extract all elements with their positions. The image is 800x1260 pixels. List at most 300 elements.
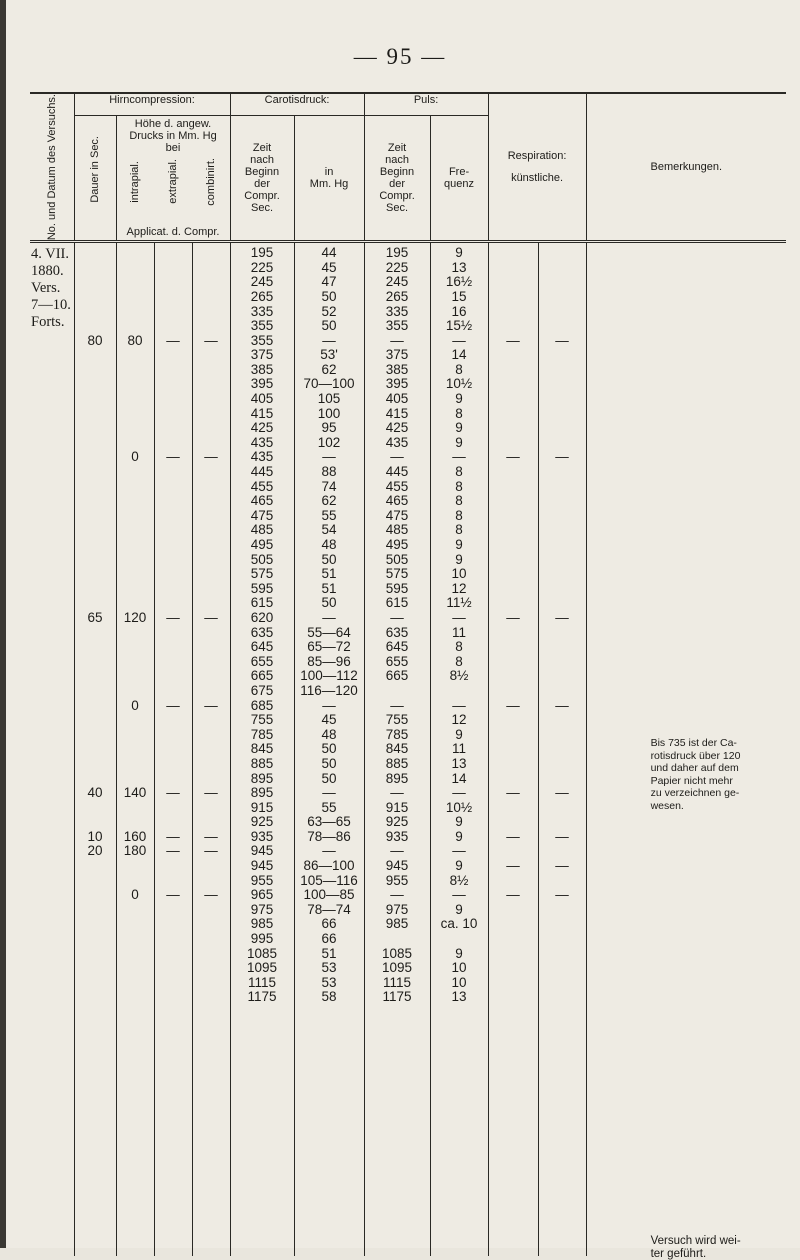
cell-carotis-zeit: 615 [250,595,274,611]
cell-carotis-zeit: 620 [250,609,274,625]
cell-intrapial [117,917,154,932]
cell-respiration-b [539,363,586,378]
cell-combinirt [193,436,230,451]
cell-intrapial [117,363,154,378]
cell-intrapial [117,757,154,772]
cell-carotis-zeit: 415 [250,405,274,421]
cell-puls-zeit: — [390,785,404,801]
cell-dauer: 65 [87,609,103,625]
cell-dauer [75,874,116,889]
cell-dauer [75,728,116,743]
cell-extrapial: — [166,609,180,625]
cell-respiration-a [489,407,538,422]
cell-carotis-mm: 78—74 [307,901,351,917]
cell-respiration-a [489,494,538,509]
cell-carotis-zeit: 885 [250,755,274,771]
cell-intrapial [117,582,154,597]
cell-dauer [75,407,116,422]
cell-intrapial [117,596,154,611]
cell-carotis-mm: 62 [321,361,337,377]
cell-carotis-mm: 62 [321,493,337,509]
cell-extrapial [155,261,192,276]
cell-puls-zeit: 985 [385,916,409,932]
cell-dauer [75,480,116,495]
cell-respiration-a [489,917,538,932]
cell-respiration-b [539,596,586,611]
cell-dauer [75,553,116,568]
cell-combinirt [193,407,230,422]
cell-respiration-a [489,742,538,757]
cell-frequenz: 9 [455,391,463,407]
cell-frequenz: 11 [452,741,467,757]
cell-puls-zeit: — [390,887,404,903]
cell-respiration-b [539,947,586,962]
cell-intrapial [117,480,154,495]
cell-dauer [75,436,116,451]
cell-combinirt: — [204,828,218,844]
cell-respiration-b [539,874,586,889]
cell-dauer [75,947,116,962]
cell-dauer [75,290,116,305]
cell-respiration-b [539,348,586,363]
cell-carotis-mm: 45 [321,712,337,728]
cell-carotis-zeit: 435 [250,434,274,450]
cell-combinirt [193,728,230,743]
cell-carotis-zeit: 1175 [247,989,277,1005]
cell-dauer [75,246,116,261]
cell-extrapial [155,436,192,451]
cell-combinirt [193,377,230,392]
cell-carotis-zeit: 405 [250,391,274,407]
col-carotis-mm [294,242,364,1257]
cell-carotis-zeit: 495 [250,537,274,553]
cell-carotis-zeit: 375 [250,347,274,363]
cell-extrapial [155,859,192,874]
cell-intrapial [117,961,154,976]
header-respiration: Respiration: künstliche. [488,93,586,242]
cell-respiration-b: — [555,609,569,625]
cell-carotis-mm: 52 [321,303,337,319]
cell-extrapial [155,407,192,422]
cell-frequenz: — [452,449,466,465]
cell-respiration-a [489,538,538,553]
cell-respiration-b [539,553,586,568]
cell-frequenz: 8 [455,507,463,523]
cell-carotis-mm: 66 [321,916,337,932]
cell-respiration-a [489,465,538,480]
cell-intrapial: 0 [131,449,139,465]
cell-extrapial [155,961,192,976]
cell-frequenz: 9 [455,434,463,450]
cell-frequenz: 9 [455,420,463,436]
cell-frequenz: 10 [451,566,467,582]
col-bemerkungen [586,242,786,1260]
cell-respiration-a: — [506,609,520,625]
cell-carotis-zeit: 1115 [248,974,277,990]
cell-combinirt [193,815,230,830]
cell-respiration-a [489,363,538,378]
cell-carotis-mm: 47 [321,274,337,290]
cell-combinirt [193,246,230,261]
cell-combinirt [193,582,230,597]
cell-extrapial [155,290,192,305]
cell-respiration-b [539,261,586,276]
cell-dauer [75,757,116,772]
cell-puls-zeit: 915 [385,799,409,815]
cell-respiration-b [539,728,586,743]
cell-respiration-b [539,917,586,932]
cell-dauer [75,888,116,903]
cell-carotis-mm: 44 [321,245,337,261]
cell-combinirt: — [204,609,218,625]
cell-carotis-mm: — [322,609,336,625]
cell-respiration-a [489,757,538,772]
cell-carotis-zeit: 935 [250,828,274,844]
cell-frequenz: 10½ [445,799,473,815]
cell-intrapial: 180 [123,843,147,859]
cell-intrapial [117,523,154,538]
cell-frequenz: 15½ [445,318,473,334]
cell-combinirt [193,976,230,991]
cell-respiration-b: — [555,785,569,801]
cell-intrapial [117,874,154,889]
cell-respiration-a [489,669,538,684]
cell-dauer [75,699,116,714]
cell-puls-zeit: — [390,609,404,625]
col-dauer [74,242,116,1257]
header-intrapial: intrapial. [129,160,142,203]
cell-puls-zeit: 415 [385,405,409,421]
cell-carotis-zeit: 645 [250,639,274,655]
col-carotis-zeit [230,242,294,1257]
cell-respiration-b [539,290,586,305]
cell-combinirt [193,480,230,495]
cell-intrapial: 140 [123,785,147,801]
cell-intrapial [117,275,154,290]
cell-puls-zeit: 1175 [382,989,412,1005]
cell-dauer [75,377,116,392]
cell-puls-zeit: — [390,843,404,859]
cell-intrapial [117,436,154,451]
cell-respiration-a: — [506,697,520,713]
cell-combinirt [193,859,230,874]
data-table [30,92,786,1260]
cell-extrapial [155,523,192,538]
cell-carotis-mm: 74 [321,478,337,494]
cell-intrapial [117,626,154,641]
cell-intrapial [117,742,154,757]
cell-puls-zeit: 425 [385,420,409,436]
cell-respiration-a: — [506,828,520,844]
cell-dauer [75,801,116,816]
cell-respiration-b [539,246,586,261]
cell-puls-zeit: 845 [385,741,409,757]
cell-combinirt: — [204,785,218,801]
cell-respiration-a [489,275,538,290]
cell-dauer [75,917,116,932]
cell-intrapial [117,947,154,962]
cell-combinirt [193,655,230,670]
cell-intrapial [117,669,154,684]
header-applicat: Applicat. d. Compr. [116,226,230,242]
cell-carotis-mm: 65—72 [307,639,351,655]
cell-puls-zeit: 895 [385,770,409,786]
cell-respiration-b [539,494,586,509]
cell-dauer [75,976,116,991]
cell-respiration-a [489,436,538,451]
cell-respiration-b [539,392,586,407]
cell-frequenz: — [452,697,466,713]
cell-carotis-zeit: 675 [250,682,274,698]
cell-extrapial: — [166,843,180,859]
cell-extrapial [155,480,192,495]
cell-frequenz: 10 [451,974,467,990]
cell-puls-zeit: 355 [385,318,409,334]
header-carotisdruck: Carotisdruck: [230,93,364,115]
cell-puls-zeit: 495 [385,537,409,553]
cell-puls-zeit: 1085 [382,945,413,961]
cell-carotis-mm: 102 [317,434,341,450]
cell-intrapial [117,772,154,787]
cell-frequenz: 16 [451,303,467,319]
cell-carotis-zeit: 455 [250,478,274,494]
cell-respiration-b: — [555,828,569,844]
cell-respiration-b [539,582,586,597]
cell-extrapial [155,990,192,1005]
cell-puls-zeit: 655 [385,653,409,669]
cell-puls-zeit: 395 [385,376,409,392]
cell-carotis-mm: 116—120 [300,682,358,698]
cell-respiration-a [489,596,538,611]
cell-respiration-b [539,903,586,918]
col-intrapial [116,242,154,1257]
cell-frequenz: 8 [455,653,463,669]
cell-combinirt [193,465,230,480]
cell-frequenz: — [452,887,466,903]
cell-dauer [75,990,116,1005]
cell-respiration-a [489,728,538,743]
cell-dauer [75,640,116,655]
cell-dauer [75,465,116,480]
cell-carotis-mm: — [322,697,336,713]
cell-respiration-b [539,801,586,816]
cell-respiration-b [539,844,586,859]
header-carotis-zeit: Zeit nach Beginn der Compr. Sec. [230,115,294,242]
cell-frequenz: 12 [451,712,467,728]
cell-frequenz: 8½ [449,872,469,888]
cell-puls-zeit: 925 [385,814,409,830]
cell-extrapial [155,465,192,480]
cell-combinirt [193,669,230,684]
cell-respiration-b [539,407,586,422]
cell-extrapial [155,772,192,787]
cell-combinirt [193,801,230,816]
cell-puls-zeit: 195 [385,245,409,261]
cell-respiration-a [489,523,538,538]
cell-frequenz: 12 [451,580,467,596]
cell-respiration-a [489,392,538,407]
cell-dauer [75,538,116,553]
cell-puls-zeit: 335 [385,303,409,319]
cell-extrapial [155,669,192,684]
cell-intrapial [117,465,154,480]
cell-respiration-a [489,961,538,976]
cell-puls-zeit: 1095 [382,960,413,976]
cell-carotis-mm: 100 [317,405,341,421]
cell-dauer [75,523,116,538]
cell-combinirt [193,713,230,728]
cell-frequenz: 13 [451,259,467,275]
cell-combinirt [193,275,230,290]
cell-intrapial [117,903,154,918]
cell-intrapial [117,801,154,816]
cell-carotis-zeit: 425 [250,420,274,436]
cell-extrapial [155,319,192,334]
cell-puls-zeit: 755 [385,712,409,728]
cell-carotis-zeit: 945 [250,858,274,874]
note-versuch: Versuch wird wei- ter geführt. [650,1235,741,1260]
cell-carotis-mm: — [322,449,336,465]
cell-frequenz: 9 [455,858,463,874]
cell-extrapial [155,246,192,261]
cell-respiration-a [489,772,538,787]
cell-frequenz: 9 [455,901,463,917]
cell-respiration-b [539,436,586,451]
cell-puls-zeit [365,932,430,947]
cell-frequenz: 16½ [445,274,473,290]
cell-puls-zeit: 375 [385,347,409,363]
cell-frequenz: 8 [455,639,463,655]
cell-intrapial [117,655,154,670]
cell-dauer [75,494,116,509]
cell-frequenz: 8 [455,405,463,421]
cell-carotis-zeit: 665 [250,668,274,684]
cell-carotis-mm: 78—86 [307,828,351,844]
cell-intrapial: 160 [123,828,147,844]
cell-respiration-b [539,480,586,495]
header-bemerkungen: Bemerkungen. [586,93,786,242]
cell-carotis-mm: 50 [321,755,337,771]
cell-respiration-a [489,844,538,859]
cell-carotis-mm: 88 [321,464,337,480]
cell-extrapial [155,815,192,830]
header-puls: Puls: [364,93,488,115]
cell-carotis-zeit: 965 [250,887,274,903]
cell-frequenz: 10 [451,960,467,976]
cell-carotis-zeit: 895 [250,770,274,786]
cell-respiration-a [489,582,538,597]
cell-extrapial [155,874,192,889]
cell-dauer [75,582,116,597]
cell-respiration-a [489,421,538,436]
cell-combinirt [193,990,230,1005]
cell-combinirt [193,553,230,568]
cell-intrapial [117,261,154,276]
cell-respiration-b: — [555,887,569,903]
cell-combinirt [193,961,230,976]
cell-extrapial [155,801,192,816]
cell-respiration-a [489,290,538,305]
cell-respiration-b [539,377,586,392]
cell-respiration-b: — [555,858,569,874]
cell-intrapial [117,290,154,305]
cell-extrapial [155,305,192,320]
col-puls-zeit [364,242,430,1257]
cell-extrapial [155,275,192,290]
cell-dauer: 10 [87,828,103,844]
cell-frequenz [431,932,488,947]
cell-extrapial [155,348,192,363]
cell-puls-zeit: 885 [385,755,409,771]
cell-carotis-zeit: 915 [250,799,274,815]
cell-carotis-zeit: 1085 [247,945,278,961]
header-puls-zeit: Zeit nach Beginn der Compr. Sec. [364,115,430,242]
cell-puls-zeit: 505 [385,551,409,567]
cell-intrapial [117,859,154,874]
cell-combinirt [193,932,230,947]
header-combinirt: combinirt. [204,157,217,206]
cell-puls-zeit: 445 [385,464,409,480]
cell-dauer: 40 [87,785,103,801]
cell-dauer [75,742,116,757]
cell-carotis-zeit: 995 [250,931,274,947]
cell-carotis-mm: 53 [321,974,337,990]
cell-carotis-mm: 50 [321,318,337,334]
cell-intrapial [117,728,154,743]
cell-puls-zeit: 485 [385,522,409,538]
cell-respiration-a [489,553,538,568]
cell-carotis-mm: 85—96 [307,653,351,669]
cell-carotis-mm: 105 [317,391,341,407]
cell-puls-zeit: 385 [385,361,409,377]
cell-dauer [75,903,116,918]
cell-frequenz: 9 [455,537,463,553]
versuch-label: 4. VII. 1880. Vers. 7—10. Forts. [30,242,74,1257]
cell-carotis-mm: 66 [321,931,337,947]
cell-carotis-zeit: 395 [250,376,274,392]
cell-dauer [75,669,116,684]
cell-carotis-zeit: 785 [250,726,274,742]
cell-frequenz: 10½ [445,376,473,392]
cell-combinirt [193,261,230,276]
cell-combinirt [193,523,230,538]
cell-frequenz: 14 [451,347,467,363]
cell-carotis-mm: 48 [321,726,337,742]
cell-extrapial: — [166,697,180,713]
cell-carotis-zeit: 655 [250,653,274,669]
cell-carotis-zeit: 975 [250,901,274,917]
cell-intrapial [117,305,154,320]
cell-extrapial [155,684,192,699]
cell-frequenz: 8 [455,522,463,538]
cell-intrapial [117,684,154,699]
cell-extrapial [155,976,192,991]
cell-dauer [75,772,116,787]
cell-carotis-mm: 51 [321,945,337,961]
cell-combinirt [193,305,230,320]
cell-combinirt [193,596,230,611]
cell-carotis-mm: 50 [321,551,337,567]
cell-intrapial [117,815,154,830]
cell-respiration-b [539,626,586,641]
cell-dauer: 20 [87,843,103,859]
cell-carotis-zeit: 265 [250,288,274,304]
cell-respiration-b [539,523,586,538]
header-carotis-mm: in Mm. Hg [294,115,364,242]
cell-respiration-a [489,815,538,830]
cell-extrapial [155,596,192,611]
cell-puls-zeit: 225 [385,259,409,275]
